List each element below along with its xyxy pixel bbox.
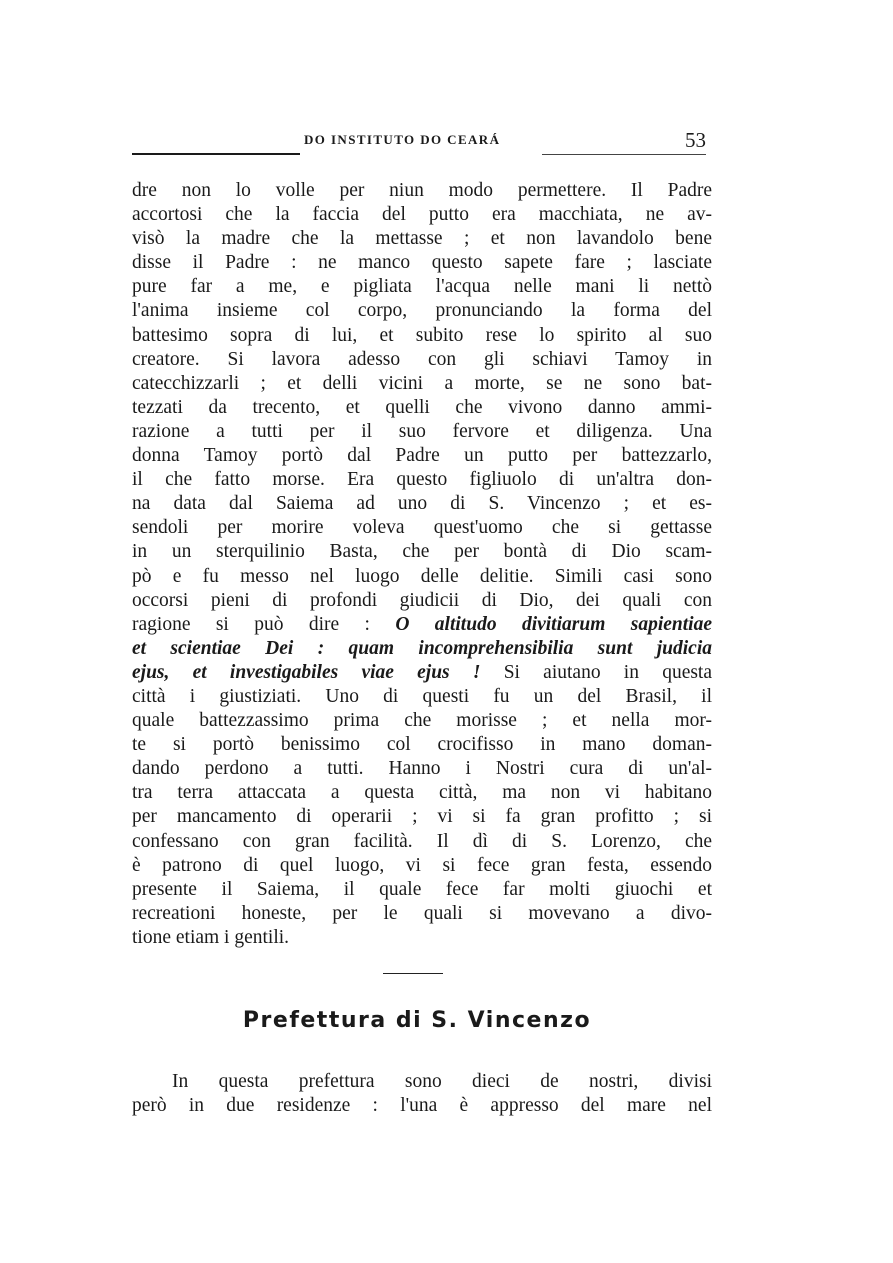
latin-prefix: ragione si può dire : — [132, 613, 370, 635]
text-line-latin — [132, 637, 712, 661]
text-line: il che fatto morse. Era questo figliuolo di un'altra don- — [132, 469, 712, 491]
text-line: sendoli per morire voleva quest'uomo che si gettasse — [132, 517, 712, 539]
text-line-latin — [132, 613, 712, 637]
header-rule-right — [542, 154, 706, 155]
text-line: tione etiam i gentili. — [132, 926, 290, 948]
text-line: quale battezzassimo prima che morisse ; et nella mor- — [132, 710, 712, 732]
text-line: per mancamento di operarii ; vi si fa gran profitto ; si — [132, 806, 712, 828]
latin-quote: et scientiae Dei : quam incomprehensibilia sunt judicia — [132, 637, 712, 659]
text-line: na data dal Saiema ad uno di S. Vincenzo ; et es- — [132, 493, 712, 515]
section-separator — [383, 973, 443, 974]
text-line: presente il Saiema, il quale fece far molti giuochi et — [132, 878, 712, 900]
text-line: accortosi che la faccia del putto era macchiata, ne av- — [132, 204, 712, 226]
header-rule-left — [132, 153, 300, 155]
text-line: battesimo sopra di lui, et subito rese lo spirito al suo — [132, 324, 712, 346]
text-line: però in due residenze : l'una è appresso del mare nel — [132, 1095, 712, 1117]
text-line: tezzati da trecento, et quelli che vivono danno ammi- — [132, 396, 712, 418]
text-line: catecchizzarli ; et delli vicini a morte, se ne sono bat- — [132, 372, 712, 394]
text-line: tra terra attaccata a questa città, ma non vi habitano — [132, 782, 712, 804]
text-line: l'anima insieme col corpo, pronunciando la forma del — [132, 300, 712, 322]
text-line: dre non lo volle per niun modo permettere. Il Padre — [132, 180, 712, 201]
text-line: creatore. Si lavora adesso con gli schiavi Tamoy in — [132, 348, 712, 370]
running-title: DO INSTITUTO DO CEARÁ — [304, 132, 501, 147]
text-line: città i giustiziati. Uno di questi fu un del Brasil, il — [132, 685, 712, 707]
text-line: donna Tamoy portò dal Padre un putto per battezzarlo, — [132, 445, 712, 467]
section-paragraph — [132, 1070, 712, 1118]
text-line: visò la madre che la mettasse ; et non lavandolo bene — [132, 228, 712, 250]
body-paragraph — [132, 179, 712, 950]
running-head — [132, 128, 706, 158]
text-line: occorsi pieni di profondi giudicii di Dio, dei quali con — [132, 589, 712, 611]
text-line: razione a tutti per il suo fervore et diligenza. Una — [132, 420, 712, 442]
text-line: pure far a me, e pigliata l'acqua nelle mani li nettò — [132, 276, 712, 298]
text-line: recreationi honeste, per le quali si movevano a divo- — [132, 902, 712, 924]
text-line: è patrono di quel luogo, vi si fece gran festa, essendo — [132, 854, 712, 876]
text-line: in un sterquilinio Basta, che per bontà di Dio scam- — [132, 541, 712, 563]
text-line: confessano con gran facilità. Il dì di S. Lorenzo, che — [132, 830, 712, 852]
text-line: disse il Padre : ne manco questo sapete fare ; lasciate — [132, 252, 712, 274]
text-line: In questa prefettura sono dieci de nostri, divisi — [172, 1071, 712, 1092]
latin-quote: O altitudo divitiarum sapientiae — [395, 613, 712, 635]
text-line-latin — [132, 661, 712, 685]
latin-suffix: Si aiutano in questa — [503, 661, 713, 683]
text-line: dando perdono a tutti. Hanno i Nostri cura di un'al- — [132, 758, 712, 780]
text-line: pò e fu messo nel luogo delle delitie. Simili casi sono — [132, 565, 712, 587]
section-heading: Prefettura di S. Vincenzo — [242, 1008, 592, 1033]
page-number: 53 — [685, 128, 706, 152]
latin-quote: ejus, et investigabiles viae ejus ! — [132, 661, 481, 683]
text-line: te si portò benissimo col crocifisso in mano doman- — [132, 734, 712, 756]
